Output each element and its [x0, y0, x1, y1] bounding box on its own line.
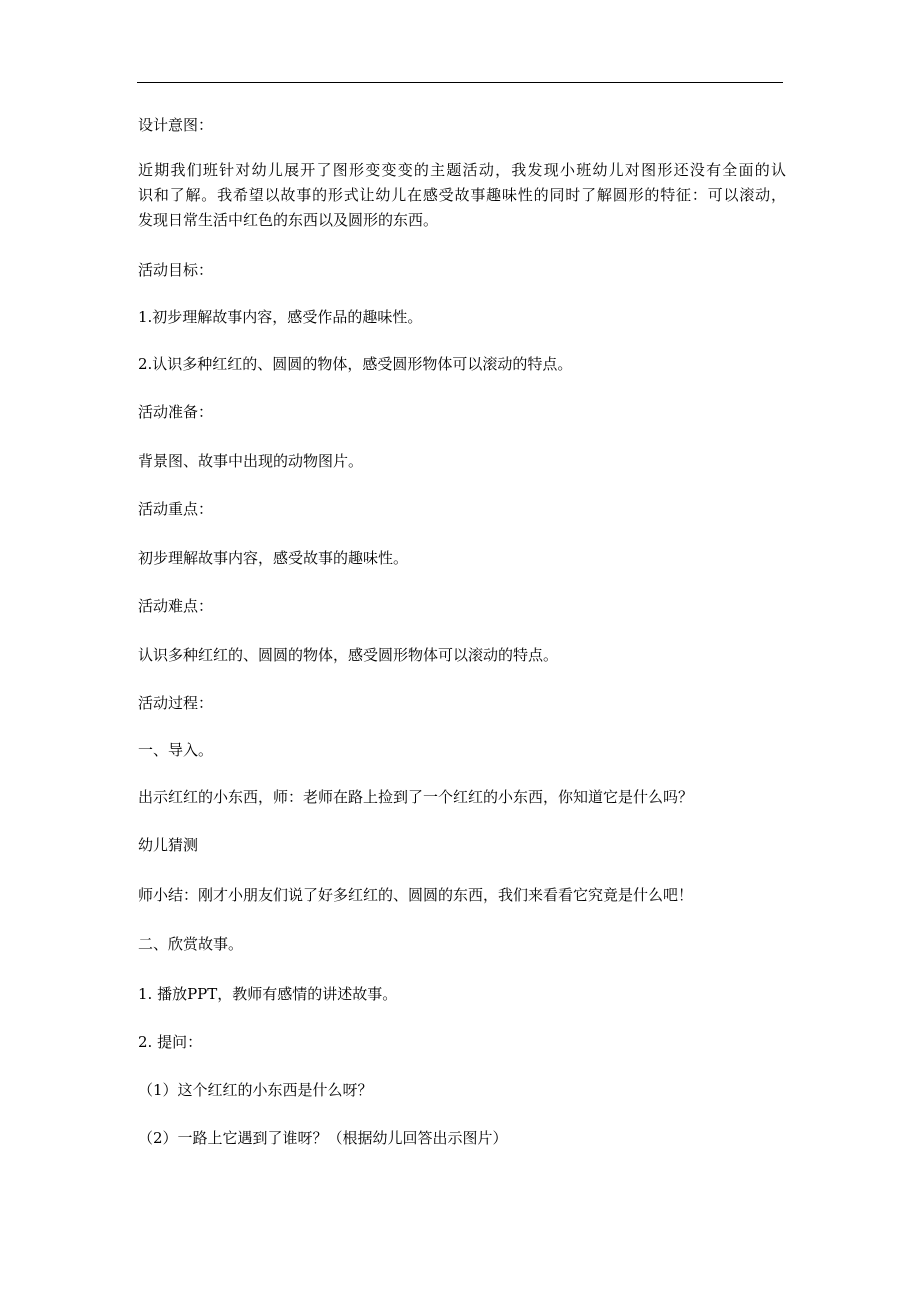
goal-item-2: 2.认识多种红红的、圆圆的物体，感受圆形物体可以滚动的特点。	[138, 355, 573, 373]
heading-activity-key-point: 活动重点：	[138, 500, 214, 518]
section-introduction: 一、导入。	[138, 741, 214, 759]
heading-activity-goals: 活动目标：	[138, 261, 214, 279]
introduction-text: 出示红红的小东西，师：老师在路上捡到了一个红红的小东西，你知道它是什么吗？	[138, 788, 694, 806]
goal-item-1: 1.初步理解故事内容，感受作品的趣味性。	[138, 308, 423, 326]
question-1: （1）这个红红的小东西是什么呀？	[138, 1081, 373, 1099]
heading-design-intent: 设计意图：	[138, 116, 214, 134]
children-guess-text: 幼儿猜测	[138, 836, 199, 854]
paragraph-line: 识和了解。我希望以故事的形式让幼儿在感受故事趣味性的同时了解圆形的特征：可以滚动，	[138, 186, 786, 204]
story-step-2: 2. 提问：	[138, 1033, 203, 1051]
header-rule	[137, 82, 783, 83]
question-2: （2）一路上它遇到了谁呀？（根据幼儿回答出示图片）	[138, 1129, 508, 1147]
story-step-1: 1. 播放PPT，教师有感情的讲述故事。	[138, 985, 398, 1003]
section-story-appreciation: 二、欣赏故事。	[138, 935, 244, 953]
paragraph-design-intent	[138, 159, 786, 231]
heading-activity-difficulty: 活动难点：	[138, 597, 214, 615]
heading-activity-process: 活动过程：	[138, 694, 214, 712]
paragraph-line: 近期我们班针对幼儿展开了图形变变变的主题活动，我发现小班幼儿对图形还没有全面的认	[138, 161, 786, 179]
preparation-text: 背景图、故事中出现的动物图片。	[138, 452, 364, 470]
teacher-summary-text: 师小结：刚才小朋友们说了好多红红的、圆圆的东西，我们来看看它究竟是什么吧！	[138, 886, 694, 904]
key-point-text: 初步理解故事内容，感受故事的趣味性。	[138, 549, 409, 567]
heading-activity-preparation: 活动准备：	[138, 403, 214, 421]
difficulty-text: 认识多种红红的、圆圆的物体，感受圆形物体可以滚动的特点。	[138, 646, 559, 664]
paragraph-line: 发现日常生活中红色的东西以及圆形的东西。	[138, 211, 439, 229]
